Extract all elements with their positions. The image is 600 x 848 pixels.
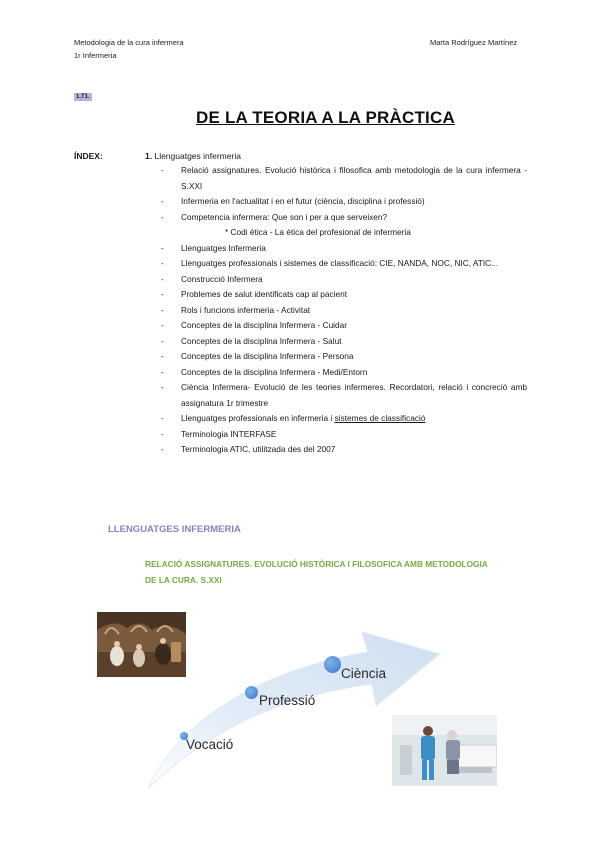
index-item: - Terminologia INTERFASE: [161, 428, 277, 439]
professio-dot: [245, 686, 258, 699]
index-item: - Relació assignatures. Evolució històrica i filosofica amb metodologia de la cura infermera - S.XXI: [161, 165, 527, 191]
index-item: - Llenguatges professionals i sistemes de classificació: CIE, NANDA, NOC, NIC, ATIC...: [161, 258, 499, 268]
section-heading: LLENGUATGES INFERMERIA: [108, 524, 241, 535]
index-item: - Infermeria en l'actualitat i en el futur (ciència, disciplina i professió): [161, 196, 425, 206]
index-item: - Conceptes de la disciplina Infermera - Cuidar: [161, 320, 348, 330]
index-list: [161, 163, 527, 458]
index-section-number: 1.: [145, 151, 153, 161]
index-item: - Conceptes de la disciplina Infermera - Persona: [161, 351, 354, 361]
index-section-title: [145, 151, 241, 161]
ciencia-dot: [324, 656, 341, 673]
header-author: Marta Rodríguez Martínez: [430, 38, 518, 47]
index-section-label: Llenguatges infermeria: [154, 151, 241, 161]
page-title: DE LA TEORIA A LA PRÀCTICA: [196, 108, 455, 127]
section-badge: 1.T1.: [76, 94, 90, 100]
index-item: - Conceptes de la disciplina Infermera - Medi/Entorn: [161, 366, 368, 377]
index-item: - Llenguatges Infermeria: [161, 242, 266, 253]
header-course: Metodologia de la cura infermera: [74, 38, 184, 47]
index-item: - Terminologia ATIC, utilitzada des del 2007: [161, 444, 336, 454]
index-item: - Llenguatges professionals en infermeria i sistemes de classificació: [161, 413, 426, 423]
index-item: - Ciència Infermera- Evolució de les teories infermeres. Recordatori, relació i concreció amb assignatura 1r trimestre: [161, 382, 527, 408]
stage-ciencia-label: Ciència: [341, 666, 387, 681]
classification-link[interactable]: sistemes de classificació: [334, 413, 426, 423]
index-item: - Rols i funcions infermeria - Activitat: [161, 304, 311, 315]
stage-professio-label: Professió: [259, 693, 316, 708]
index-item: - Problemes de salut identificats cap al pacient: [161, 289, 348, 299]
subsection-heading: RELACIÓ ASSIGNATURES. EVOLUCIÓ HISTÒRICA I FILOSOFICA AMB METODOLOGIA DE LA CURA. S.XXI: [145, 559, 488, 585]
header-year: 1r Infermeria: [74, 51, 117, 60]
index-subitem: * Codi ètica - La ètica del profesional de infermeria: [225, 227, 411, 237]
index-label: ÍNDEX:: [74, 151, 103, 161]
evolution-arrow-diagram: [140, 610, 470, 800]
index-item: - Conceptes de la disciplina Infermera - Salut: [161, 335, 342, 346]
index-item: - Competencia infermera: Que son i per a que serveixen?: [161, 211, 388, 222]
stage-vocacio-label: Vocació: [186, 737, 234, 752]
index-item: - Construcció Infermera: [161, 273, 263, 284]
